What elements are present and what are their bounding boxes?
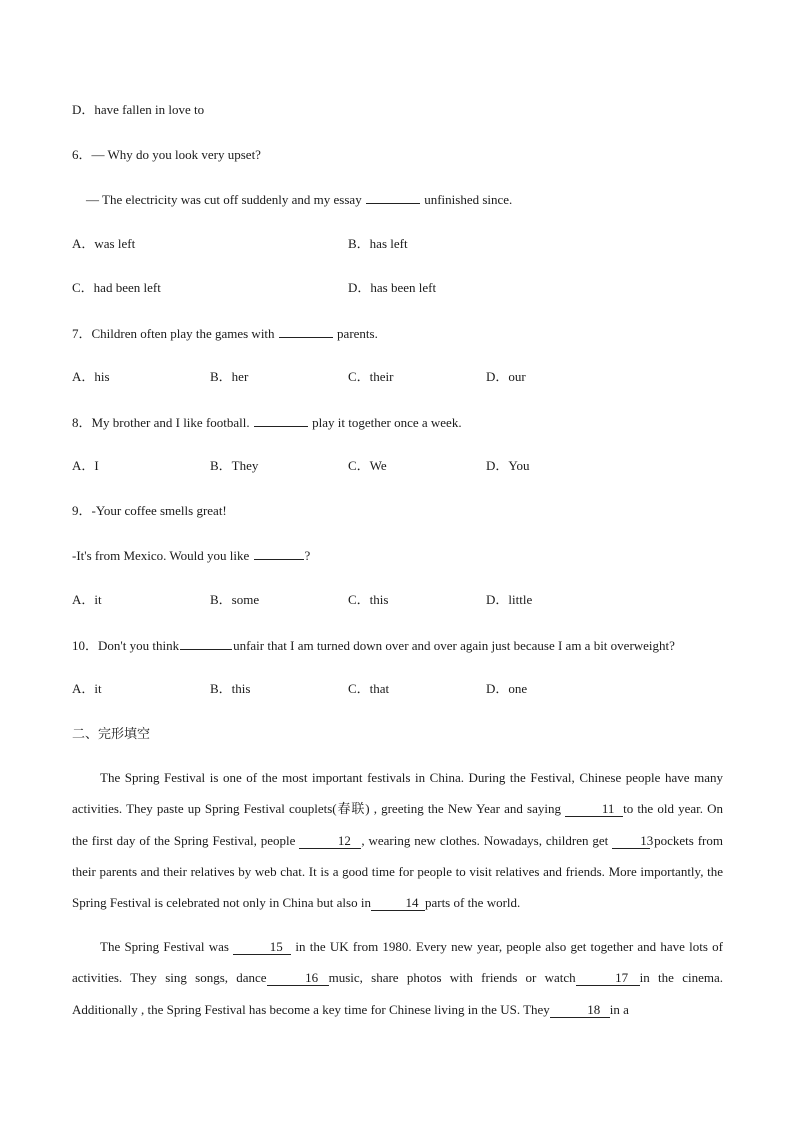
q6-blank bbox=[366, 190, 420, 204]
section-cloze-title: 二、完形填空 bbox=[72, 727, 151, 742]
q9-line2 bbox=[72, 546, 310, 565]
q6-line2 bbox=[86, 190, 512, 209]
p1-text-2: to the old year. On the first day of the Spring Festival, people bbox=[72, 801, 723, 848]
q6-option-d: D．has been left bbox=[348, 280, 437, 295]
q9-blank bbox=[254, 546, 304, 560]
q8-blank bbox=[254, 413, 308, 427]
q8-option-c: C．We bbox=[348, 458, 387, 473]
blank-12: 12 bbox=[299, 834, 361, 849]
q9-line2-pre: -It's from Mexico. Would you like bbox=[72, 548, 253, 563]
q10-blank bbox=[180, 636, 232, 650]
p2-text-5: in a bbox=[609, 1001, 629, 1017]
q8-post: play it together once a week. bbox=[308, 415, 462, 430]
blank-11: 11 bbox=[565, 802, 623, 817]
q6-line2-pre: — The electricity was cut off suddenly and my essay bbox=[86, 192, 365, 207]
q6-line2-post: unfinished since. bbox=[420, 192, 513, 207]
q6-option-a: A．was left bbox=[72, 236, 136, 251]
q10-post: unfair that I am turned down over and over again just because I am a bit overweight? bbox=[233, 638, 675, 653]
q7-stem bbox=[72, 324, 378, 343]
p2-text-2: in the UK from 1980. Every new year, people also get together and have lots of activities. They sing songs, dance bbox=[72, 939, 724, 986]
p2-text-4: in the cinema. Additionally , the Spring Festival has become a key time for Chinese living in the US. They bbox=[72, 970, 723, 1017]
q10-option-d: D．one bbox=[486, 681, 528, 696]
blank-16: 16 bbox=[267, 971, 329, 986]
q9-option-c: C．this bbox=[348, 592, 389, 607]
q9-option-a: A．it bbox=[72, 592, 102, 607]
cloze-paragraph-1 bbox=[72, 762, 723, 918]
blank-17: 17 bbox=[576, 971, 640, 986]
q10-pre: 10．Don't you think bbox=[72, 638, 180, 653]
p2-text-1: The Spring Festival was bbox=[100, 939, 234, 954]
q6-stem: 6．— Why do you look very upset? bbox=[72, 147, 261, 162]
q10-option-a: A．it bbox=[72, 681, 102, 696]
q7-option-d: D．our bbox=[486, 369, 526, 384]
q9-option-d: D．little bbox=[486, 592, 533, 607]
q10-option-c: C．that bbox=[348, 681, 390, 696]
q9-stem: 9．-Your coffee smells great! bbox=[72, 503, 227, 518]
q6-option-b: B．has left bbox=[348, 236, 408, 251]
p1-text-5: parts of the world. bbox=[424, 895, 521, 911]
blank-15: 15 bbox=[233, 940, 291, 955]
q7-blank bbox=[279, 324, 333, 338]
blank-14: 14 bbox=[371, 896, 425, 911]
q9-option-b: B．some bbox=[210, 592, 260, 607]
q6-option-c: C．had been left bbox=[72, 280, 161, 295]
cloze-paragraph-2 bbox=[72, 931, 723, 1025]
q7-option-b: B．her bbox=[210, 369, 249, 384]
q10-stem bbox=[72, 636, 675, 655]
q8-option-a: A．I bbox=[72, 458, 99, 473]
p1-text-1: The Spring Festival is one of the most important festivals in China. During the Festival, Chinese people have many activities. They paste up Spring Festival couplets(春联) , greeting the New Year and saying bbox=[72, 770, 723, 817]
q8-option-b: B．They bbox=[210, 458, 259, 473]
q7-pre: 7．Children often play the games with bbox=[72, 326, 278, 341]
p1-text-4: pockets from their parents and their relatives by web chat. It is a good time for people to visit relatives and friends. More importantly, the Spring Festival is celebrated not only in China but also in bbox=[72, 832, 723, 911]
q10-option-b: B．this bbox=[210, 681, 251, 696]
q7-option-a: A．his bbox=[72, 369, 110, 384]
blank-13: 13 bbox=[612, 834, 650, 849]
p2-text-3: music, share photos with friends or watch bbox=[328, 970, 576, 986]
q8-stem bbox=[72, 413, 462, 432]
q5-option-d: D．have fallen in love to bbox=[72, 102, 205, 117]
q7-post: parents. bbox=[333, 326, 378, 341]
blank-18: 18 bbox=[550, 1003, 610, 1018]
p1-text-3: , wearing new clothes. Nowadays, children get bbox=[361, 832, 613, 848]
q9-line2-post: ? bbox=[304, 548, 311, 563]
q7-option-c: C．their bbox=[348, 369, 394, 384]
q8-option-d: D．You bbox=[486, 458, 530, 473]
q8-pre: 8．My brother and I like football. bbox=[72, 415, 253, 430]
